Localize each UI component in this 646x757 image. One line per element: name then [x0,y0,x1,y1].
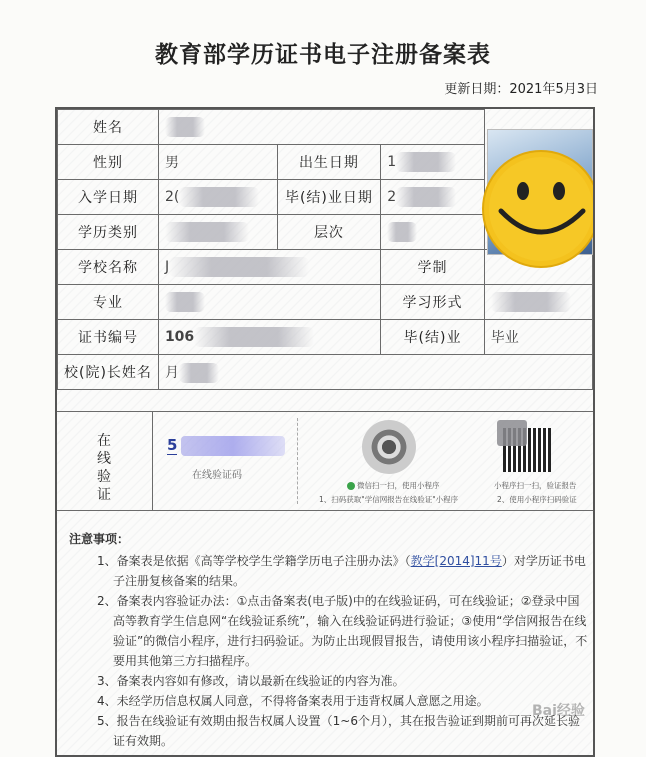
edu-type-value [158,215,277,250]
step2-caption: 2、使用小程序扫码验证 [497,495,577,504]
level-value [381,215,484,250]
grad-value: 毕业 [484,320,592,355]
grad-label: 毕(结)业 [381,320,484,355]
step1-caption: 1、扫码获取"学信网报告在线验证"小程序 [319,495,459,504]
edu-type-label: 学历类别 [58,215,159,250]
document-title: 教育部学历证书电子注册备案表 [155,42,491,68]
major-label: 专业 [58,285,159,320]
president-value [158,355,592,390]
duration-label: 学制 [381,250,484,285]
gender-label: 性别 [58,145,159,180]
verify-label-char: 证 [97,487,111,503]
enroll-value [158,180,277,215]
registration-sheet [55,107,595,757]
baidu-watermark: Bai经验 [532,703,585,719]
level-label: 层次 [277,215,381,250]
birth-value-prefix: 1 [387,154,397,170]
note-3: 3、备案表内容如有修改，请以最新在线验证的内容为准。 [97,674,405,688]
smiley-sticker-icon [479,147,595,271]
notes-title: 注意事项： [69,532,130,546]
note-1 [69,551,589,591]
graduate-date-value [381,180,484,215]
graduate-date-value-prefix: 2 [387,189,397,205]
verify-code-blur [181,436,285,456]
verify-label-char: 验 [97,469,111,485]
wechat-caption-text: 微信扫一扫，使用小程序 [357,481,440,490]
cert-no-value [158,320,380,355]
school-value [158,250,380,285]
mini-caption: 小程序扫一扫，验证报告 [494,481,577,490]
president-value-prefix: 月 [164,364,179,381]
check-icon [347,482,355,490]
verify-label-char: 线 [97,451,111,467]
wechat-qr-code[interactable] [362,420,416,474]
verify-code-link[interactable]: 5 [167,436,178,454]
cert-no-label: 证书编号 [58,320,159,355]
study-form-label: 学习形式 [381,285,484,320]
verify-code-caption: 在线验证码 [192,470,242,481]
cert-no-prefix: 106 [164,329,195,345]
gender-value: 男 [158,145,277,180]
note-5: 5、报告在线验证有效期由报告权属人设置（1~6个月），其在报告验证到期前可再次延长验证有效期。 [97,714,580,748]
online-verify-section [57,411,593,511]
graduate-date-label: 毕(结)业日期 [277,180,381,215]
note-2: 2、备案表内容验证办法：①点击备案表(电子版)中的在线验证码，可在线验证；②登录中国高等教育学生信息网“在线验证系统”，输入在线验证码进行验证；③使用“学信网报告在线验证”的微信小程序，进行扫码验证。为防止出现假冒报告，请使用该小程序扫描验证，不要用其他第三方扫描程序。 [97,594,588,668]
wechat-caption [347,480,440,491]
school-label: 学校名称 [58,250,159,285]
update-date: 更新日期：2021年5月3日 [444,82,598,97]
qr-blur [497,420,527,446]
name-value [158,110,484,145]
birth-label: 出生日期 [277,145,381,180]
birth-value [381,145,484,180]
study-form-value [484,285,592,320]
verify-label [57,412,153,510]
regulation-link[interactable]: 教学[2014]11号 [410,554,502,568]
notes-section [69,529,589,751]
enroll-value-prefix: 2( [164,189,180,205]
note-1-part-b: ）对学历证书电子注册复核备案的结果。 [113,554,586,588]
school-value-prefix: J [164,259,170,275]
note-4: 4、未经学历信息权属人同意，不得将备案表用于违背权属人意愿之用途。 [97,694,489,708]
name-label: 姓名 [58,110,159,145]
president-label: 校(院)长姓名 [58,355,159,390]
verify-label-char: 在 [97,433,111,449]
major-value [158,285,380,320]
enroll-label: 入学日期 [58,180,159,215]
note-1-part-a: 1、备案表是依据《高等学校学生学籍学历电子注册办法》（ [97,554,411,568]
verify-divider [297,418,298,504]
